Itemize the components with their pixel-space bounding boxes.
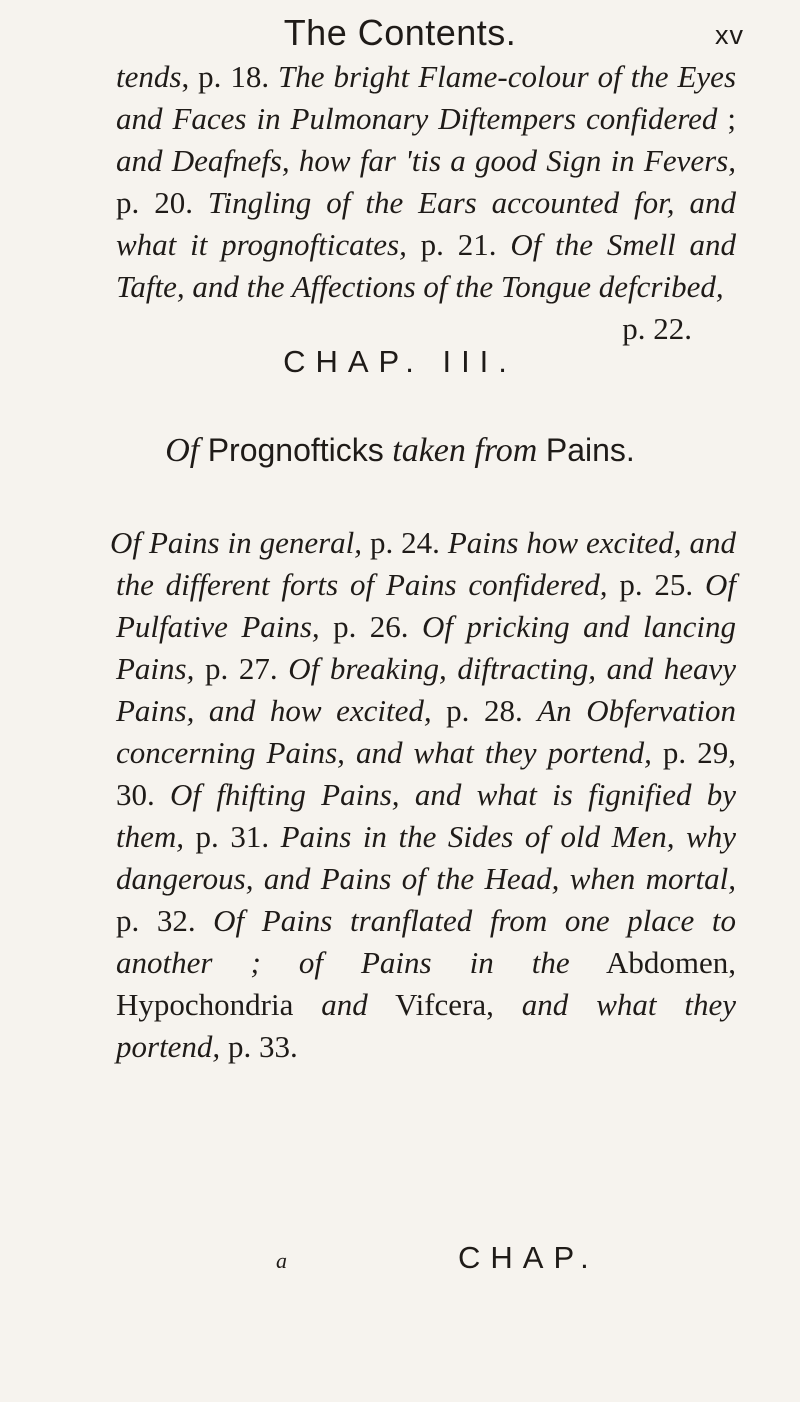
chapter-heading: CHAP. III. (283, 344, 517, 379)
catchword: CHAP. (458, 1240, 599, 1275)
text-run: p. 32. (116, 903, 214, 938)
text-run: Of breaking, diftracting, and heavy Pains, and how excited, (116, 651, 736, 728)
chapter-title-taken: taken from (392, 432, 538, 469)
text-run: p. 20. (116, 185, 208, 220)
text-run: tends (116, 59, 182, 94)
text-run: Abdomen, Hypochondria (116, 945, 736, 1022)
text-run: p. 28. (431, 693, 538, 728)
text-run: p. 29, 30. (116, 735, 736, 812)
text-run: Of Pains tranflated from one place to another ; of Pains in the (116, 903, 736, 980)
chapter-title-of: Of (165, 432, 200, 469)
text-run: and what it prognofticates, (116, 185, 736, 262)
text-run: and what they portend, (116, 987, 737, 1064)
text-run: Tingling of the Ears accounted for, (207, 185, 675, 220)
text-run: p. 33. (220, 1029, 298, 1064)
chapter-title-pains: Pains. (545, 432, 635, 468)
page-reference: p. 22. (622, 311, 692, 346)
text-run: Of fhifting Pains, and what is fignified by them, (116, 777, 737, 854)
text-run: and Deafnefs, how far 'tis a good Sign in Fevers, (116, 143, 736, 178)
text-run: Vifcera, (367, 987, 522, 1022)
text-run: Pains how excited, and the different forts of Pains confidered, (116, 525, 737, 602)
text-run: ; (717, 101, 736, 136)
text-run: An Obfervation concerning Pains, and what they portend, (116, 693, 737, 770)
chapter-title (0, 432, 800, 470)
text-run: p. 21. (406, 227, 511, 262)
text-run: Of the Smell and Tafte, and the Affections of the Tongue defcribed, (116, 227, 737, 304)
chapter-title-main: Prognofticks (207, 432, 384, 468)
running-head (0, 12, 800, 58)
text-run: , p. 18. (181, 59, 279, 94)
contents-paragraph-chap-ii-continued (116, 56, 736, 350)
text-run: The bright Flame-colour of the Eyes and Faces in Pulmonary Diftempers confidered (116, 59, 737, 136)
text-run: Of Pulfative Pains, (116, 567, 736, 644)
text-run: and (321, 987, 368, 1022)
text-run: Of pricking and lancing Pains, (116, 609, 736, 686)
running-head-title: The Contents. (283, 12, 517, 53)
contents-paragraph-chap-iii (110, 522, 737, 1068)
text-run: p. 31. (184, 819, 281, 854)
text-run: p. 26. (319, 609, 422, 644)
text-run (675, 185, 690, 220)
text-run: Pains in the Sides of old Men, why dangerous, and Pains of the Head, when mortal, (116, 819, 737, 896)
page-number: xv (715, 20, 744, 50)
text-run: Of Pains in general, (110, 525, 363, 560)
signature-mark: a (276, 1248, 287, 1273)
text-run: p. 24. (362, 525, 448, 560)
text-run: p. 27. (194, 651, 289, 686)
text-run: p. 25. (607, 567, 705, 602)
